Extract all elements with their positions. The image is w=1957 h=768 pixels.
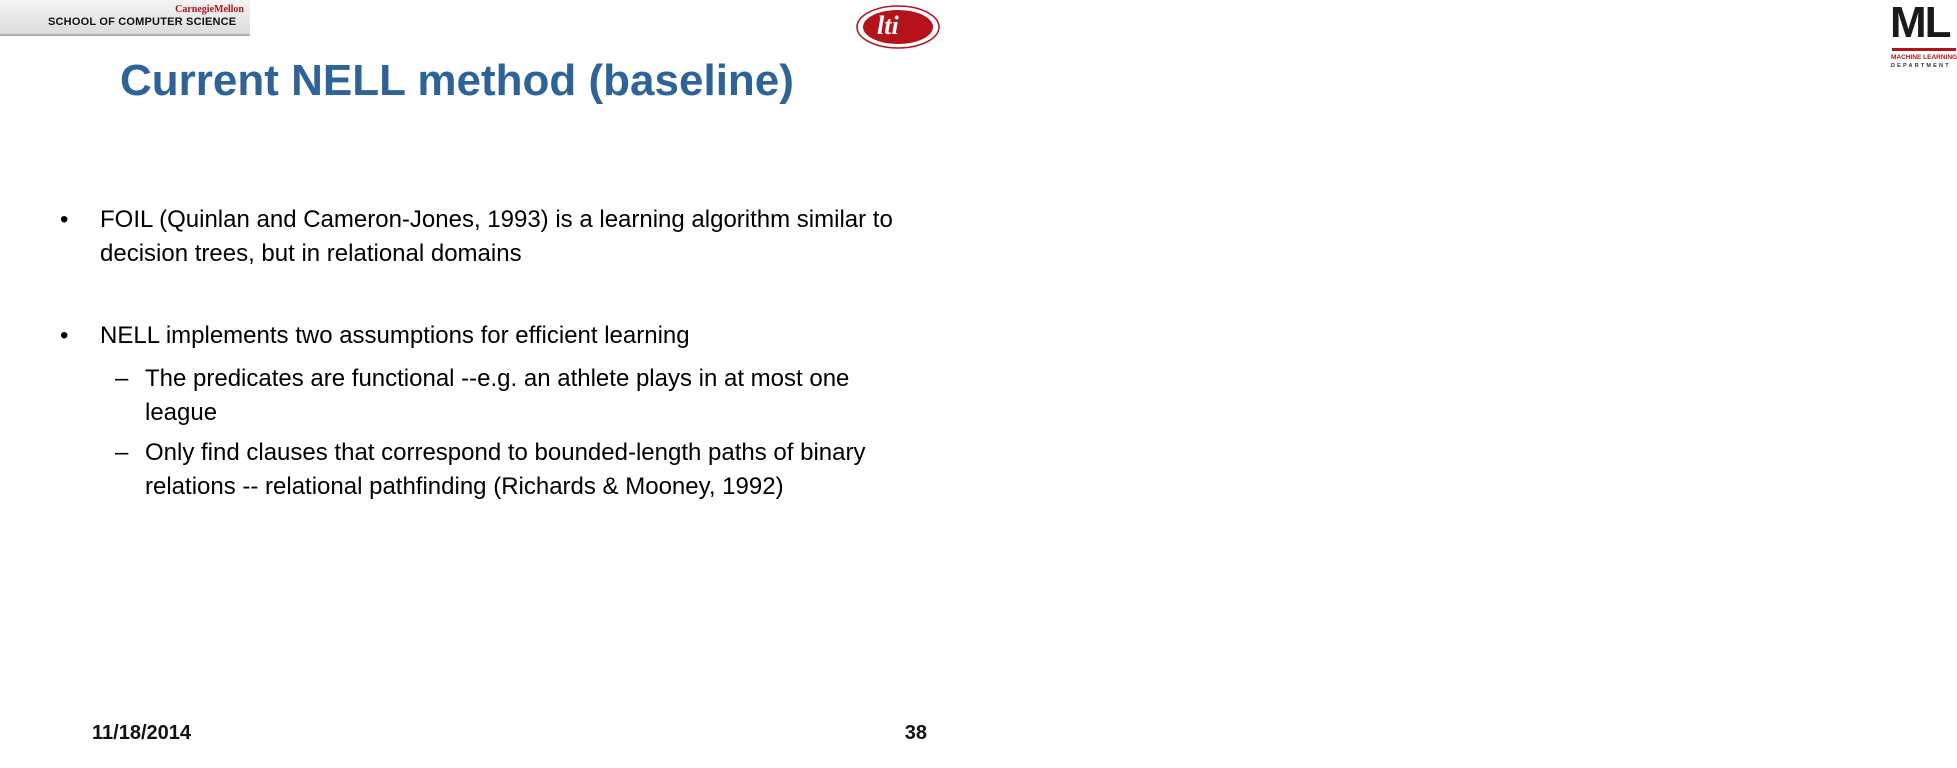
sub-bullet-item xyxy=(115,436,885,504)
bullet-item xyxy=(60,319,900,353)
ml-logo-rule xyxy=(1892,48,1956,51)
page-number: 38 xyxy=(904,722,927,744)
bullet-marker: • xyxy=(60,322,69,349)
sub-bullet-text: The predicates are functional --e.g. an athlete plays in at most one league xyxy=(145,365,850,426)
school-name: SCHOOL OF COMPUTER SCIENCE xyxy=(48,16,237,28)
footer-date: 11/18/2014 xyxy=(92,722,191,744)
slide-title: Current NELL method (baseline) xyxy=(120,56,794,105)
sub-bullet-marker: – xyxy=(115,439,129,466)
sub-bullet-marker: – xyxy=(115,365,129,392)
bullet-text: FOIL (Quinlan and Cameron-Jones, 1993) is a learning algorithm similar to decision trees, but in relational domains xyxy=(100,206,893,267)
sub-bullet-text: Only find clauses that correspond to bounded-length paths of binary relations -- relational pathfinding (Richards & Mooney, 1992) xyxy=(145,439,866,500)
cmu-header-banner xyxy=(0,0,250,36)
ml-logo-line2: DEPARTMENT xyxy=(1891,63,1951,69)
bullet-text: NELL implements two assumptions for efficient learning xyxy=(100,322,690,349)
ml-logo-line1: MACHINE LEARNING xyxy=(1891,54,1957,61)
bullet-item xyxy=(60,203,900,271)
carnegie-mellon-wordmark: CarnegieMellon xyxy=(175,4,244,15)
ml-logo-letters: ML xyxy=(1890,0,1950,47)
bullet-marker: • xyxy=(60,206,69,233)
lti-logo-text: lti xyxy=(877,11,899,40)
ml-department-logo xyxy=(942,0,1957,74)
sub-bullet-item xyxy=(115,362,885,430)
